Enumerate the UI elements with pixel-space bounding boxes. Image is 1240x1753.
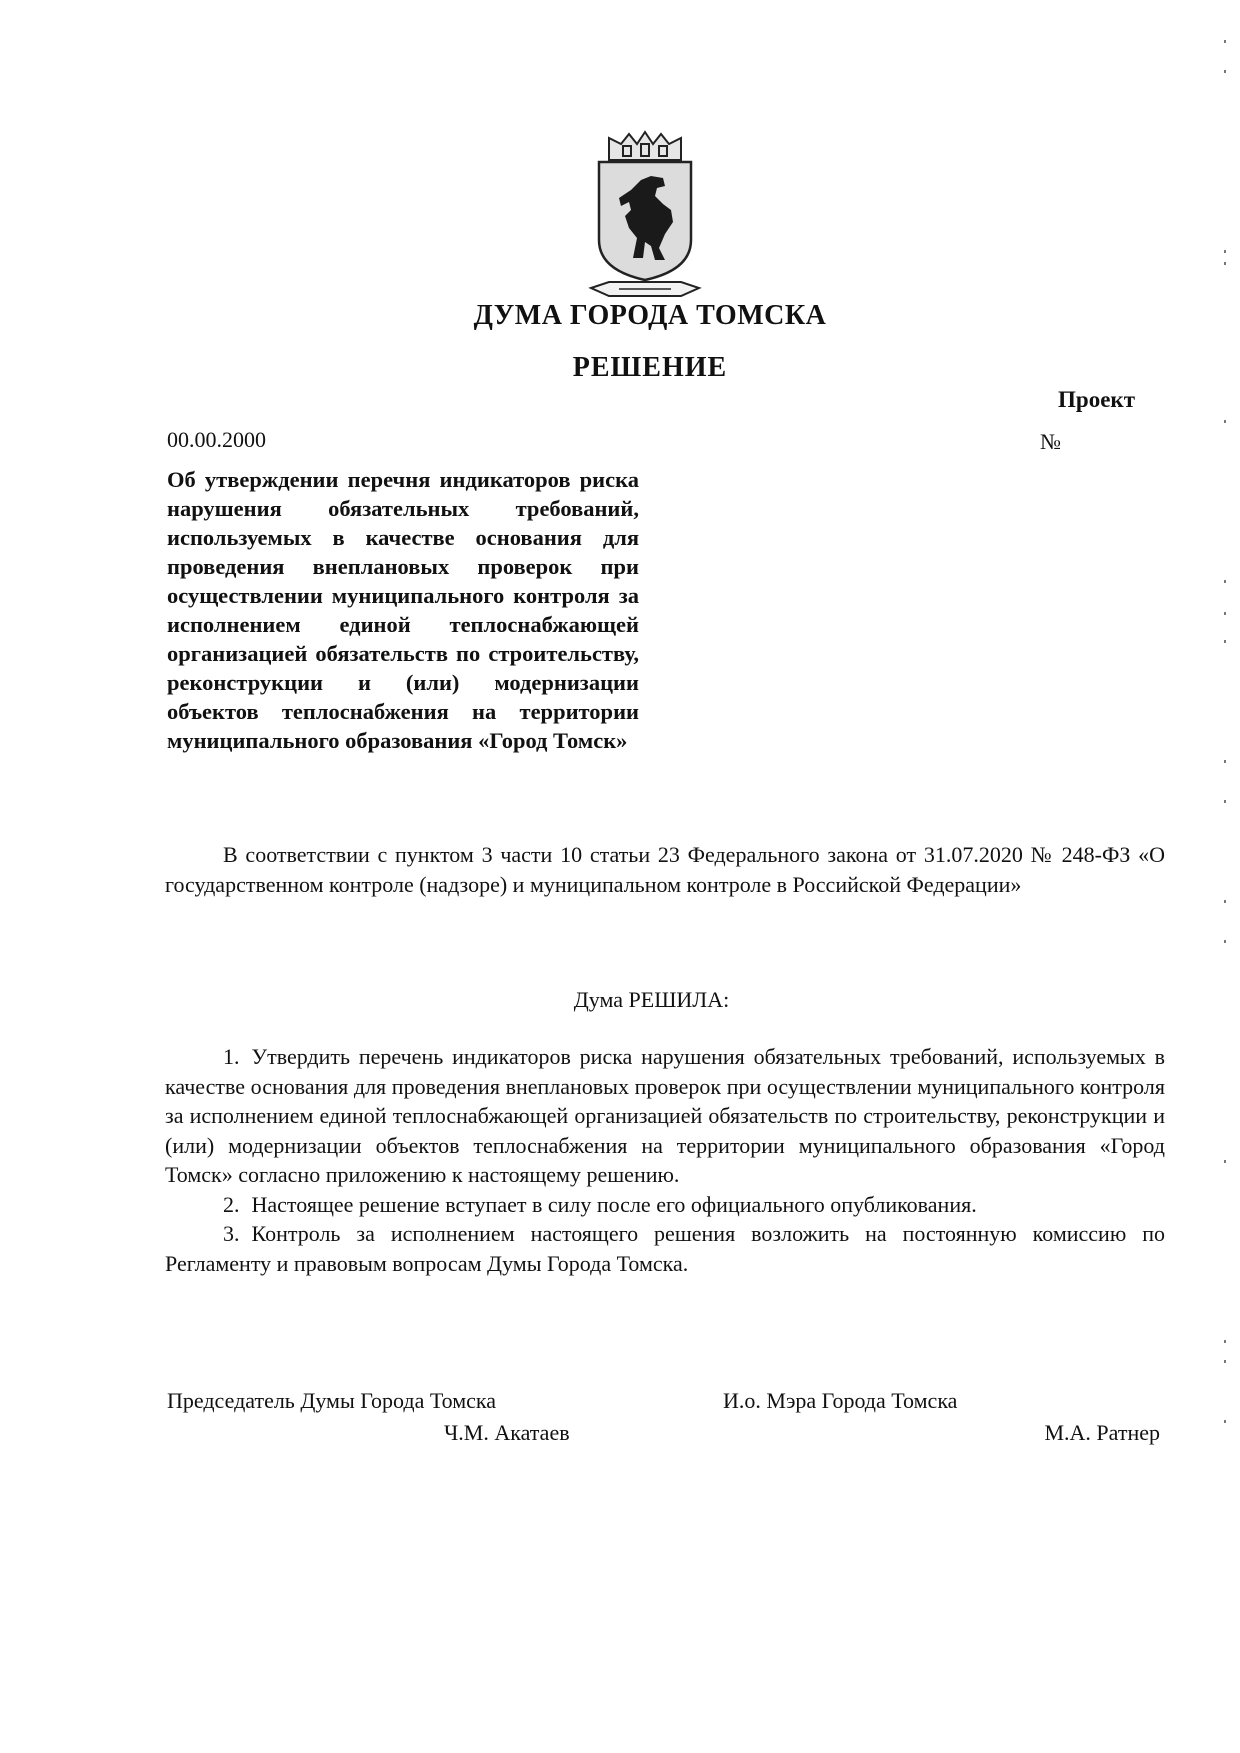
- scan-artifact-marks: [1222, 0, 1230, 1753]
- draft-mark: Проект: [1058, 387, 1135, 412]
- resolution-item: [165, 1042, 1165, 1190]
- item-text: Настоящее решение вступает в силу после его официального опубликования.: [251, 1191, 977, 1217]
- resolution-item: [165, 1190, 1165, 1220]
- resolution-items: [165, 1042, 1165, 1278]
- document-number: №: [1040, 429, 1061, 454]
- preamble-paragraph: В соответствии с пунктом 3 части 10 статьи 23 Федерального закона от 31.07.2020 № 248-ФЗ «О государственном контроле (надзоре) и муниципальном контроле в Российской Федерации»: [165, 842, 1165, 897]
- signatory-left-title: Председатель Думы Города Томска: [167, 1388, 497, 1413]
- document-type-heading: РЕШЕНИЕ: [572, 352, 728, 383]
- item-number: 3.: [223, 1221, 240, 1246]
- coat-of-arms-emblem: [585, 130, 705, 305]
- signatory-right-title: И.о. Мэра Города Томска: [723, 1388, 958, 1413]
- document-subject: Об утверждении перечня индикаторов риска нарушения обязательных требований, используемых в качестве основания для проведения внеплановых проверок при осуществлении муниципального контроля за исполнением единой теплоснабжающей организацией обязательств по строительству, реконструкции и (или) модернизации объектов теплоснабжения на территории муниципального образования «Город Томск»: [167, 467, 639, 753]
- organization-title: ДУМА ГОРОДА ТОМСКА: [473, 300, 827, 331]
- document-date: 00.00.2000: [167, 427, 266, 452]
- signatory-right-name: М.А. Ратнер: [1044, 1420, 1160, 1445]
- item-number: 1.: [223, 1044, 240, 1069]
- item-number: 2.: [223, 1191, 240, 1217]
- signatory-left-name: Ч.М. Акатаев: [444, 1420, 570, 1445]
- item-text: Утвердить перечень индикаторов риска нарушения обязательных требований, используемых в качестве основания для проведения внеплановых проверок при осуществлении муниципального контроля за исполнением единой теплоснабжающей организацией обязательств по строительству, реконструкции и (или) модернизации объектов теплоснабжения на территории муниципального образования «Город Томск» согласно приложению к настоящему решению.: [165, 1044, 1165, 1187]
- resolved-heading: Дума РЕШИЛА:: [573, 987, 730, 1012]
- item-text: Контроль за исполнением настоящего решения возложить на постоянную комиссию по Регламенту и правовым вопросам Думы Города Томска.: [165, 1221, 1165, 1276]
- resolution-item: [165, 1219, 1165, 1278]
- ribbon-icon: [591, 282, 699, 296]
- crown-icon: [609, 132, 681, 160]
